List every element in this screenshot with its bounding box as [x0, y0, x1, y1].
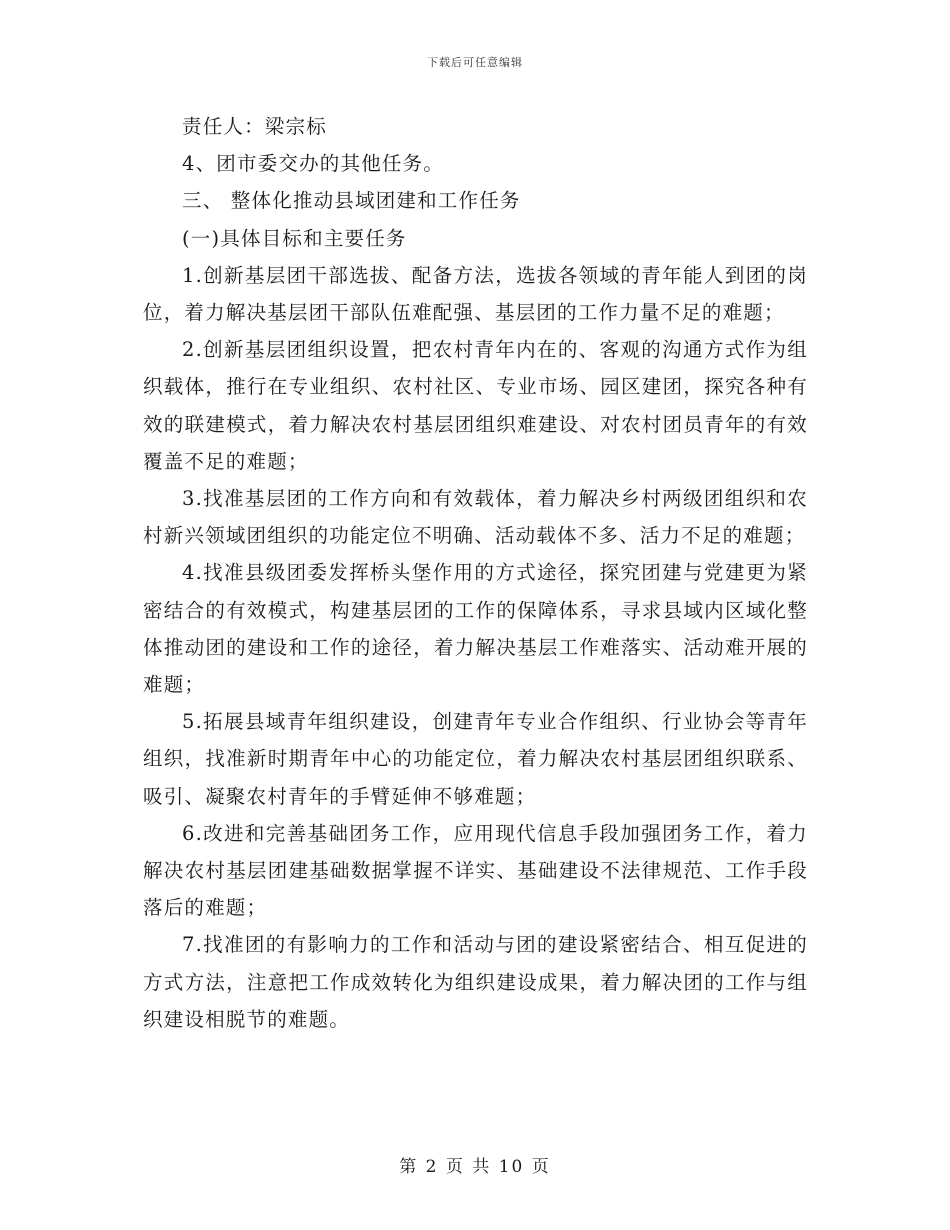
- document-body: [143, 108, 808, 1038]
- paragraph-item-3: 3.找准基层团的工作方向和有效载体，着力解决乡村两级团组织和农村新兴领域团组织的功能定位不明确、活动载体不多、活力不足的难题；: [143, 487, 808, 548]
- paragraph-item-1: 1.创新基层团干部选拔、配备方法，选拔各领域的青年能人到团的岗位，着力解决基层团干部队伍难配强、基层团的工作力量不足的难题；: [143, 263, 808, 325]
- paragraph-item-7: 7.找准团的有影响力的工作和活动与团的建设紧密结合、相互促进的方式方法，注意把工作成效转化为组织建设成果，着力解决团的工作与组织建设相脱节的难题。: [143, 933, 808, 1031]
- paragraph-item-5: 5.拓展县域青年组织建设，创建青年专业合作组织、行业协会等青年组织，找准新时期青年中心的功能定位，着力解决农村基层团组织联系、吸引、凝聚农村青年的手臂延伸不够难题；: [143, 710, 808, 808]
- section-heading-three: 三、 整体化推动县域团建和工作任务: [182, 189, 521, 213]
- page-number-footer: 第 2 页 共 10 页: [399, 1157, 551, 1177]
- page-header-note: 下载后可任意编辑: [427, 56, 523, 69]
- subsection-heading-one: (一)具体目标和主要任务: [182, 226, 407, 250]
- paragraph-item-4: 4.找准县级团委发挥桥头堡作用的方式途径，探究团建与党建更为紧密结合的有效模式，构建基层团的工作的保障体系，寻求县域内区域化整体推动团的建设和工作的途径，着力解决基层工作难落实、活动难开展的难题；: [143, 561, 808, 697]
- paragraph-item-2: 2.创新基层团组织设置，把农村青年内在的、客观的沟通方式作为组织载体，推行在专业组织、农村社区、专业市场、园区建团，探究各种有效的联建模式，着力解决农村基层团组织难建设、对农村团员青年的有效覆盖不足的难题；: [143, 338, 808, 473]
- paragraph-responsible-person: 责任人：梁宗标: [182, 115, 327, 138]
- paragraph-other-tasks: 4、团市委交办的其他任务。: [182, 152, 445, 176]
- paragraph-item-6: 6.改进和完善基础团务工作，应用现代信息手段加强团务工作，着力解决农村基层团建基础数据掌握不详实、基础建设不法律规范、工作手段落后的难题；: [143, 821, 808, 920]
